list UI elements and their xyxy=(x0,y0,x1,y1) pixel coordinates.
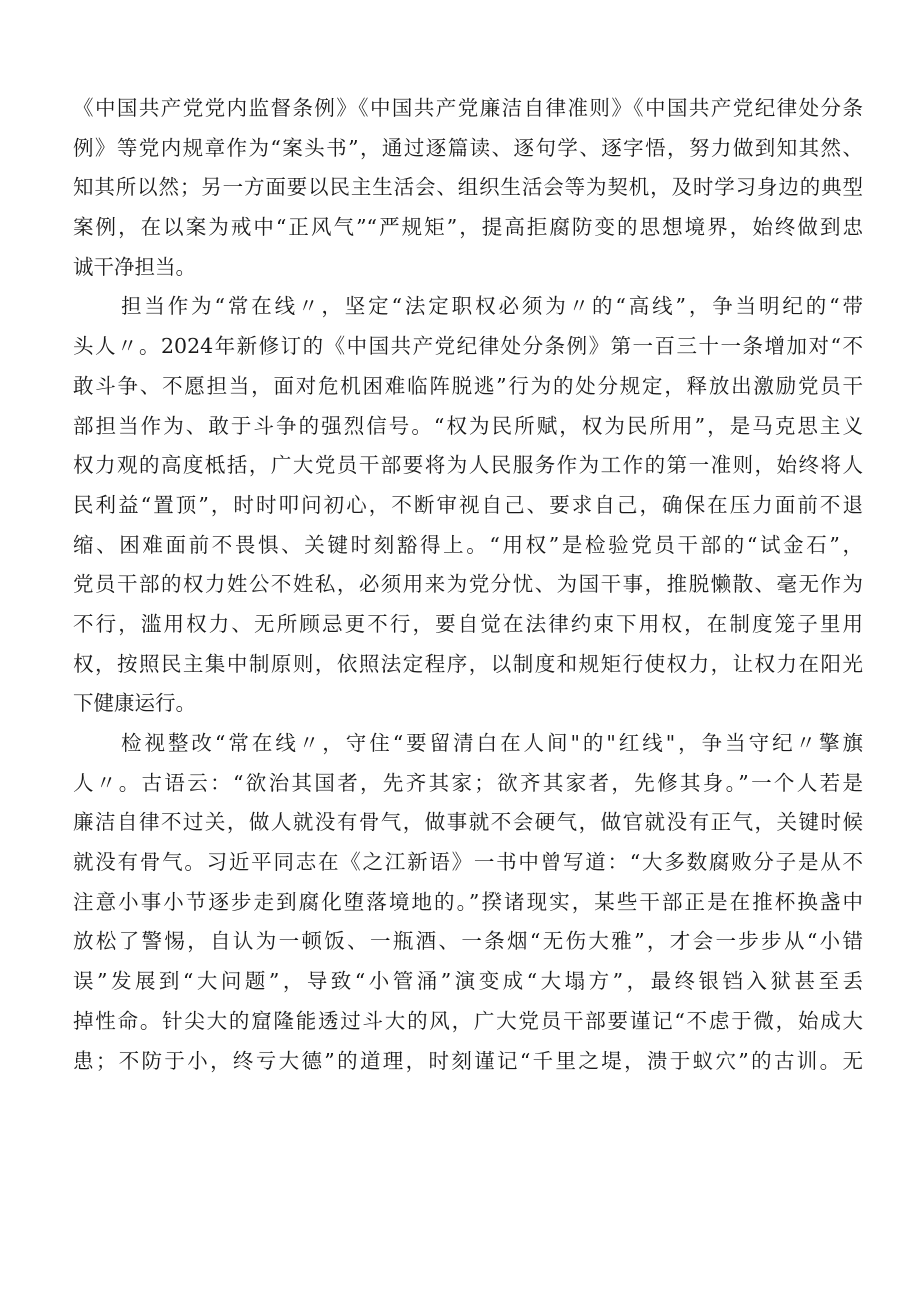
text-line: 缩、困难面前不畏惧、关键时刻豁得上。“用权”是检验党员干部的“试金石”， xyxy=(73,532,863,557)
text-line: 掉性命。针尖大的窟隆能透过斗大的风，广大党员干部要谨记“不虑于微，始成大 xyxy=(73,1008,863,1033)
text-line: 廉洁自律不过关，做人就没有骨气，做事就不会硬气，做官就没有正气，关键时候 xyxy=(73,810,863,835)
text-line: 例》等党内规章作为“案头书”，通过逐篇读、逐句学、逐字悟，努力做到知其然、 xyxy=(73,135,863,160)
paragraph-end-line: 下健康运行。 xyxy=(73,691,196,716)
text-line: 患；不防于小，终亏大德”的道理，时刻谨记“千里之堤，溃于蚁穴”的古训。无 xyxy=(73,1048,863,1073)
text-line: 就没有骨气。习近平同志在《之江新语》一书中曾写道：“大多数腐败分子是从不 xyxy=(73,850,863,875)
text-line: 《中国共产党党内监督条例》《中国共产党廉洁自律准则》《中国共产党纪律处分条 xyxy=(73,96,863,120)
document-body xyxy=(73,89,863,1081)
text-line: 不行，滥用权力、无所顾忌更不行，要自觉在法律约束下用权，在制度笼子里用 xyxy=(73,611,863,636)
paragraph-end-line: 诚干净担当。 xyxy=(73,254,196,279)
text-line: 知其所以然；另一方面要以民主生活会、组织生活会等为契机，及时学习身边的典型 xyxy=(73,175,863,200)
text-line: 放松了警惕，自认为一顿饭、一瓶酒、一条烟“无伤大雅”，才会一步步从“小错 xyxy=(73,929,863,954)
text-line: 党员干部的权力姓公不姓私，必须用来为党分忧、为国干事，推脱懒散、毫无作为 xyxy=(73,572,863,597)
text-line: 权，按照民主集中制原则，依照法定程序，以制度和规矩行使权力，让权力在阳光 xyxy=(73,651,863,676)
text-line: 权力观的高度柢括，广大党员干部要将为人民服务作为工作的第一准则，始终将人 xyxy=(73,453,863,478)
paragraph-start-line: 检视整改“常在线〃，守住“要留清白在人间"的"红线"，争当守纪〃擎旗 xyxy=(121,731,863,755)
text-line: 部担当作为、敢于斗争的强烈信号。“权为民所赋，权为民所用”，是马克思主义 xyxy=(73,413,863,438)
text-line: 注意小事小节逐步走到腐化堕落境地的。”揆诸现实，某些干部正是在推杯换盏中 xyxy=(73,889,863,914)
text-line: 头人〃。2024年新修订的《中国共产党纪律处分条例》第一百三十一条增加对“不 xyxy=(73,334,863,359)
text-line: 误”发展到“大问题”，导致“小管涌”演变成“大塌方”，最终银铛入狱甚至丢 xyxy=(73,969,863,994)
text-line: 民利益“置顶”，时时叩问初心，不断审视自己、要求自己，确保在压力面前不退 xyxy=(73,492,863,517)
paragraph-start-line: 担当作为“常在线〃，坚定“法定职权必须为〃的“高线”，争当明纪的“带 xyxy=(121,294,863,319)
text-line: 人〃。古语云：“欲治其国者，先齐其家；欲齐其家者，先修其身。”一个人若是 xyxy=(73,770,863,795)
text-line: 案例，在以案为戒中“正风气”“严规矩”，提高拒腐防变的思想境界，始终做到忠 xyxy=(73,215,863,240)
text-line: 敢斗争、不愿担当，面对危机困难临阵脱逃”行为的处分规定，释放出激励党员干 xyxy=(73,373,863,398)
